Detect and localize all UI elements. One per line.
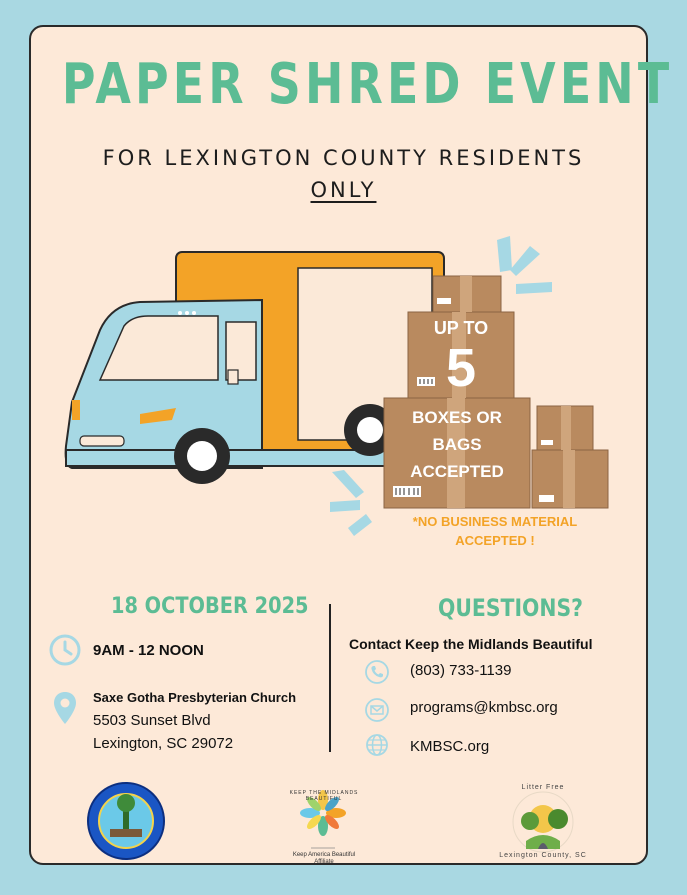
clock-icon — [49, 634, 81, 666]
location-name: Saxe Gotha Presbyterian Church — [93, 690, 297, 705]
no-business-note-line1: *NO BUSINESS MATERIAL — [412, 514, 578, 529]
contact-heading: Contact Keep the Midlands Beautiful — [349, 636, 593, 652]
box-limit-line3: BAGS — [432, 435, 482, 454]
no-business-note-line2: ACCEPTED ! — [455, 533, 535, 548]
column-divider — [329, 604, 331, 752]
mail-icon — [365, 698, 389, 722]
contact-website[interactable]: KMBSC.org — [410, 738, 490, 755]
residents-only-label: ONLY — [310, 178, 377, 202]
event-title: PAPER SHRED EVENT — [61, 52, 674, 117]
event-subtitle: FOR LEXINGTON COUNTY RESIDENTS — [102, 146, 585, 170]
questions-heading: QUESTIONS? — [438, 594, 583, 622]
litter-free-top-text: Litter Free — [521, 784, 565, 791]
event-date: 18 OCTOBER 2025 — [111, 594, 309, 619]
contact-phone[interactable]: (803) 733-1139 — [410, 662, 512, 679]
address-line1: 5503 Sunset Blvd — [93, 712, 211, 729]
no-business-note — [395, 512, 595, 550]
box-limit-line2: BOXES OR — [412, 408, 502, 427]
kmb-affiliate-line2: Affiliate — [314, 859, 334, 865]
kmb-affiliate-line1: Keep America Beautiful — [292, 852, 356, 858]
box-limit-line4: ACCEPTED — [410, 462, 504, 481]
box-limit-prefix: UP TO — [433, 318, 489, 338]
lexington-county-seal-logo — [86, 781, 166, 861]
phone-icon — [365, 660, 389, 684]
kmb-arc-text: KEEP THE MIDLANDS BEAUTIFUL — [289, 790, 359, 802]
box-limit-number: 5 — [445, 338, 477, 398]
address-line2: Lexington, SC 29072 — [93, 735, 234, 752]
contact-email[interactable]: programs@kmbsc.org — [410, 699, 558, 716]
globe-icon — [366, 734, 388, 756]
location-pin-icon — [53, 690, 77, 726]
event-time: 9AM - 12 NOON — [93, 642, 204, 659]
litter-free-bottom-text: Lexington County, SC — [499, 852, 587, 859]
